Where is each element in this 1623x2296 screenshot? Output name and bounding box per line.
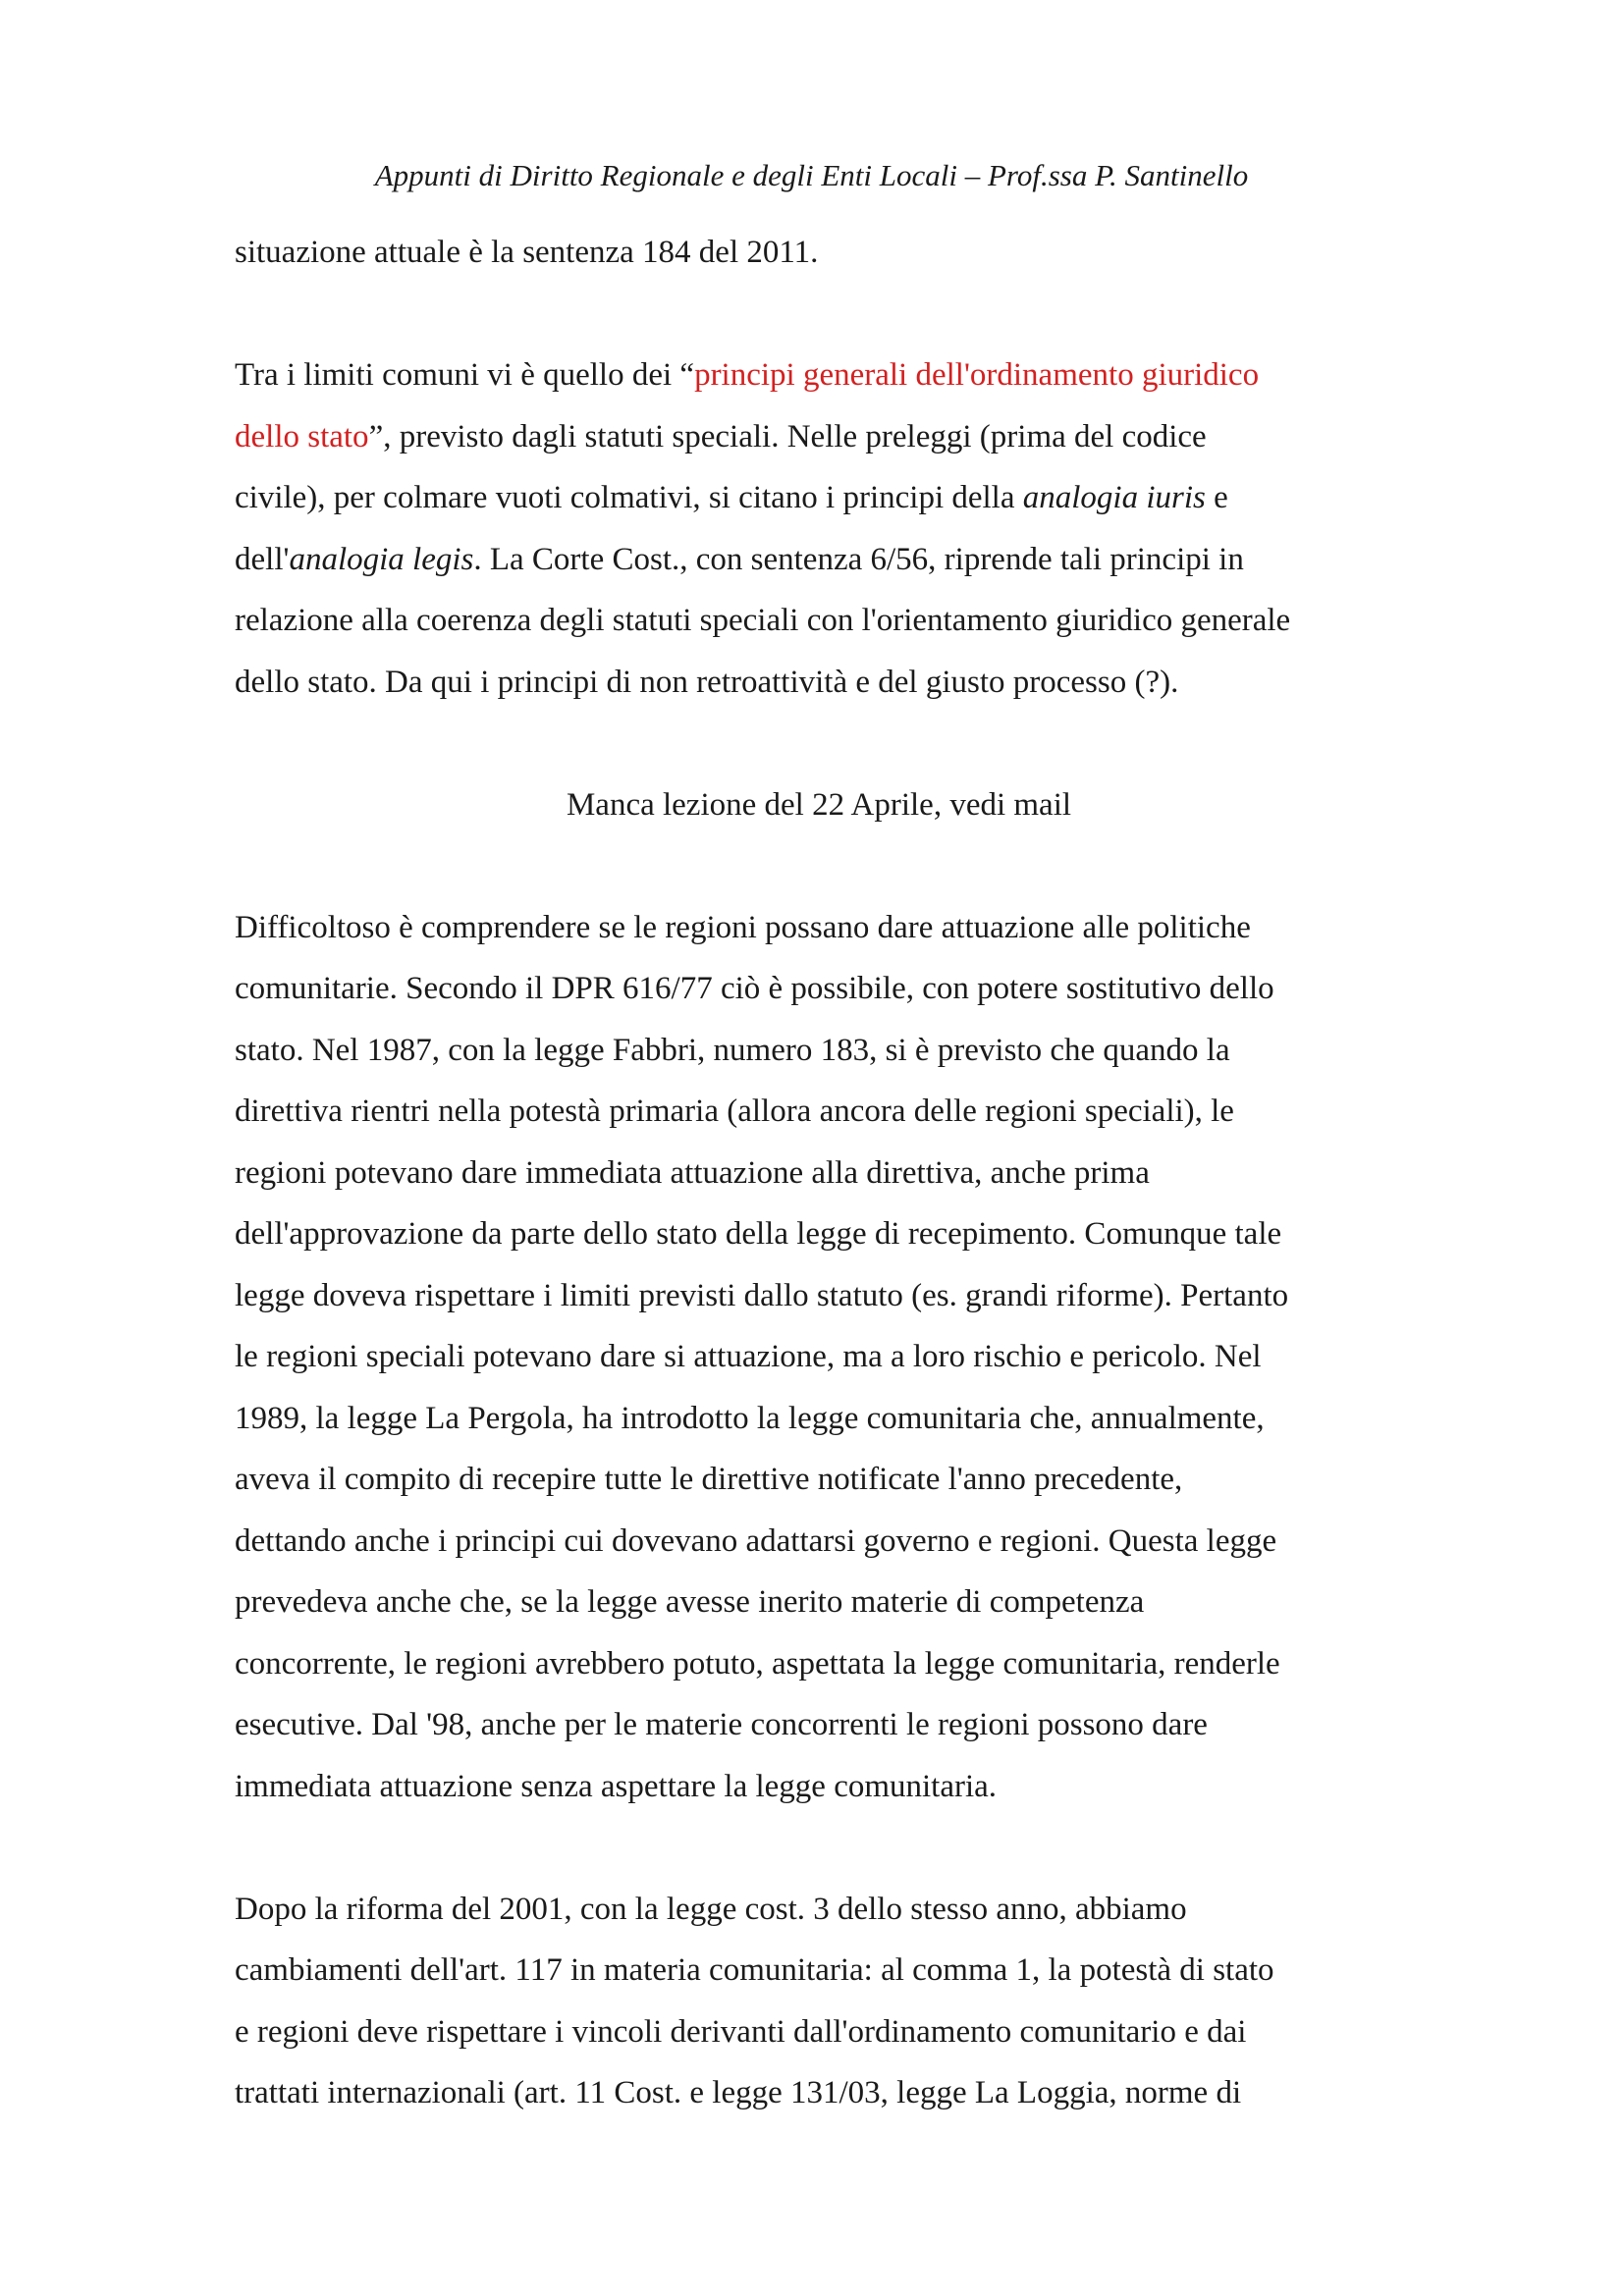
- text-line: immediata attuazione senza aspettare la legge comunitaria.: [235, 1768, 998, 1804]
- text-line: [235, 467, 1403, 529]
- text-line: comunitarie. Secondo il DPR 616/77 ciò è possibile, con potere sostitutivo dello: [235, 971, 1274, 1006]
- paragraph-continuation-line: situazione attuale è la sentenza 184 del 2011.: [235, 235, 819, 270]
- text-line: Dopo la riforma del 2001, con la legge cost. 3 dello stesso anno, abbiamo: [235, 1891, 1187, 1927]
- text-line: dell'approvazione da parte dello stato della legge di recepimento. Comunque tale: [235, 1216, 1282, 1252]
- text-line: 1989, la legge La Pergola, ha introdotto la legge comunitaria che, annualmente,: [235, 1400, 1265, 1436]
- text-line: [235, 406, 1403, 468]
- text-line: le regioni speciali potevano dare si attuazione, ma a loro rischio e pericolo. Nel: [235, 1339, 1262, 1374]
- text-line: [235, 529, 1403, 591]
- text-run: civile), per colmare vuoti colmativi, si citano i principi della: [235, 480, 1023, 515]
- paragraph-limiti-comuni: [235, 345, 1403, 713]
- text-line: Difficoltoso è comprendere se le regioni possano dare attuazione alle politiche: [235, 909, 1251, 945]
- page-header: Appunti di Diritto Regionale e degli Enti Locali – Prof.ssa P. Santinello: [374, 158, 1249, 192]
- text-run: e: [1205, 480, 1228, 515]
- paragraph-riforma-2001: [235, 1879, 1403, 2124]
- text-run: dell': [235, 541, 290, 577]
- text-line: esecutive. Dal '98, anche per le materie concorrenti le regioni possono dare: [235, 1707, 1208, 1742]
- missing-lesson-note: Manca lezione del 22 Aprile, vedi mail: [566, 786, 1072, 823]
- text-line: relazione alla coerenza degli statuti speciali con l'orientamento giuridico generale: [235, 603, 1291, 638]
- text-line: aveva il compito di recepire tutte le direttive notificate l'anno precedente,: [235, 1462, 1183, 1497]
- italic-term: analogia legis: [289, 541, 474, 577]
- text-line: legge doveva rispettare i limiti previsti dallo statuto (es. grandi riforme). Pertanto: [235, 1277, 1289, 1313]
- text-line: prevedeva anche che, se la legge avesse inerito materie di competenza: [235, 1584, 1145, 1620]
- highlighted-term: principi generali dell'ordinamento giuridico: [694, 357, 1260, 393]
- paragraph-gap: [235, 284, 1403, 346]
- text-line: concorrente, le regioni avrebbero potuto, aspettata la legge comunitaria, renderle: [235, 1645, 1280, 1682]
- text-line: trattati internazionali (art. 11 Cost. e legge 131/03, legge La Loggia, norme di: [235, 2075, 1242, 2110]
- paragraph-gap: [235, 835, 1403, 897]
- text-line: direttiva rientri nella potestà primaria (allora ancora delle regioni speciali), le: [235, 1094, 1234, 1129]
- paragraph-gap: [235, 713, 1403, 774]
- paragraph-politiche-comunitarie: [235, 897, 1403, 1818]
- text-line: dello stato. Da qui i principi di non retroattività e del giusto processo (?).: [235, 664, 1179, 700]
- text-run: ”, previsto dagli statuti speciali. Nelle preleggi (prima del codice: [368, 418, 1207, 454]
- highlighted-term: dello stato: [235, 418, 369, 454]
- text-line: regioni potevano dare immediata attuazione alla direttiva, anche prima: [235, 1154, 1150, 1191]
- text-run: Tra i limiti comuni vi è quello dei “: [235, 357, 695, 393]
- text-line: e regioni deve rispettare i vincoli derivanti dall'ordinamento comunitario e dai: [235, 2013, 1247, 2050]
- text-line: stato. Nel 1987, con la legge Fabbri, numero 183, si è previsto che quando la: [235, 1032, 1230, 1068]
- paragraph-gap: [235, 1817, 1403, 1879]
- text-run: . La Corte Cost., con sentenza 6/56, riprende tali principi in: [473, 541, 1244, 577]
- document-body: [235, 222, 1403, 2124]
- text-line: cambiamenti dell'art. 117 in materia comunitaria: al comma 1, la potestà di stato: [235, 1952, 1274, 1988]
- text-line: [235, 345, 1403, 406]
- italic-term: analogia iuris: [1022, 480, 1206, 515]
- text-line: dettando anche i principi cui dovevano adattarsi governo e regioni. Questa legge: [235, 1522, 1277, 1559]
